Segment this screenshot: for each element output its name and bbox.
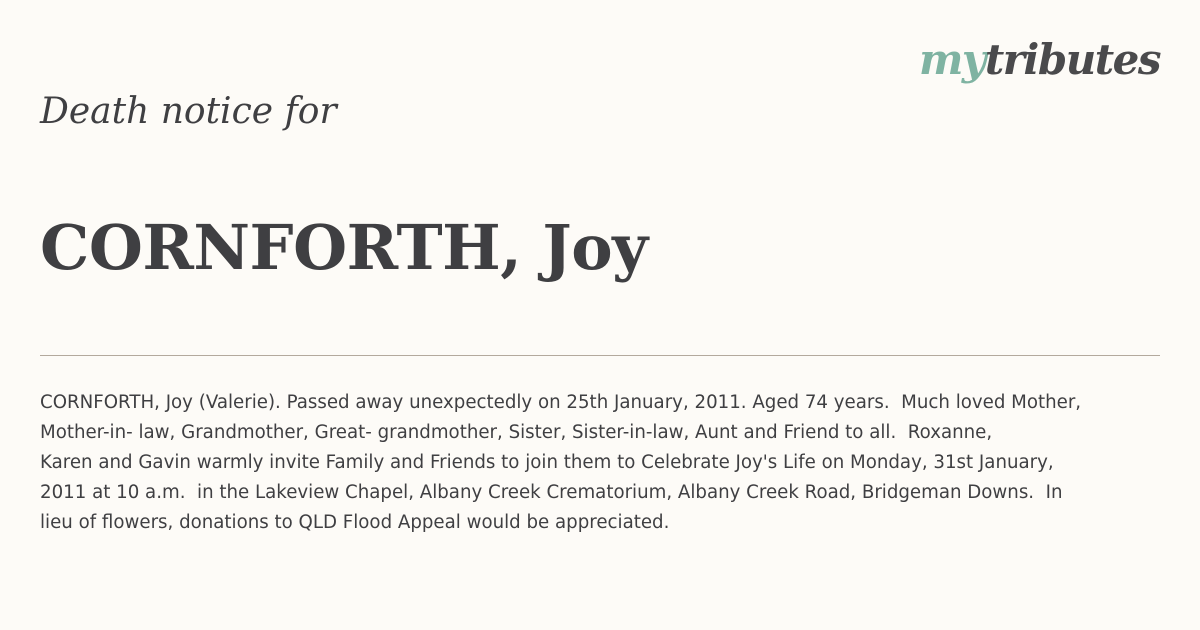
deceased-name: CORNFORTH, Joy (40, 211, 648, 284)
notice-body (40, 388, 1160, 538)
notice-kicker: Death notice for (40, 91, 337, 132)
logo-suffix: tributes (984, 35, 1160, 84)
notice-body-line: CORNFORTH, Joy (Valerie). Passed away unexpectedly on 25th January, 2011. Aged 74 years. Much loved Mother, (40, 392, 1082, 413)
notice-body-line: Karen and Gavin warmly invite Family and Friends to join them to Celebrate Joy's Life on Monday, 31st January, (40, 452, 1054, 473)
logo-prefix: my (918, 35, 985, 84)
notice-body-line: Mother-in- law, Grandmother, Great- grandmother, Sister, Sister-in-law, Aunt and Friend to all. Roxanne, (40, 422, 993, 443)
divider (40, 355, 1160, 356)
notice-body-line: 2011 at 10 a.m. in the Lakeview Chapel, Albany Creek Crematorium, Albany Creek Road, Bridgeman Downs. In (40, 482, 1063, 503)
mytributes-logo (919, 34, 1160, 86)
notice-body-line: lieu of flowers, donations to QLD Flood Appeal would be appreciated. (40, 512, 670, 533)
